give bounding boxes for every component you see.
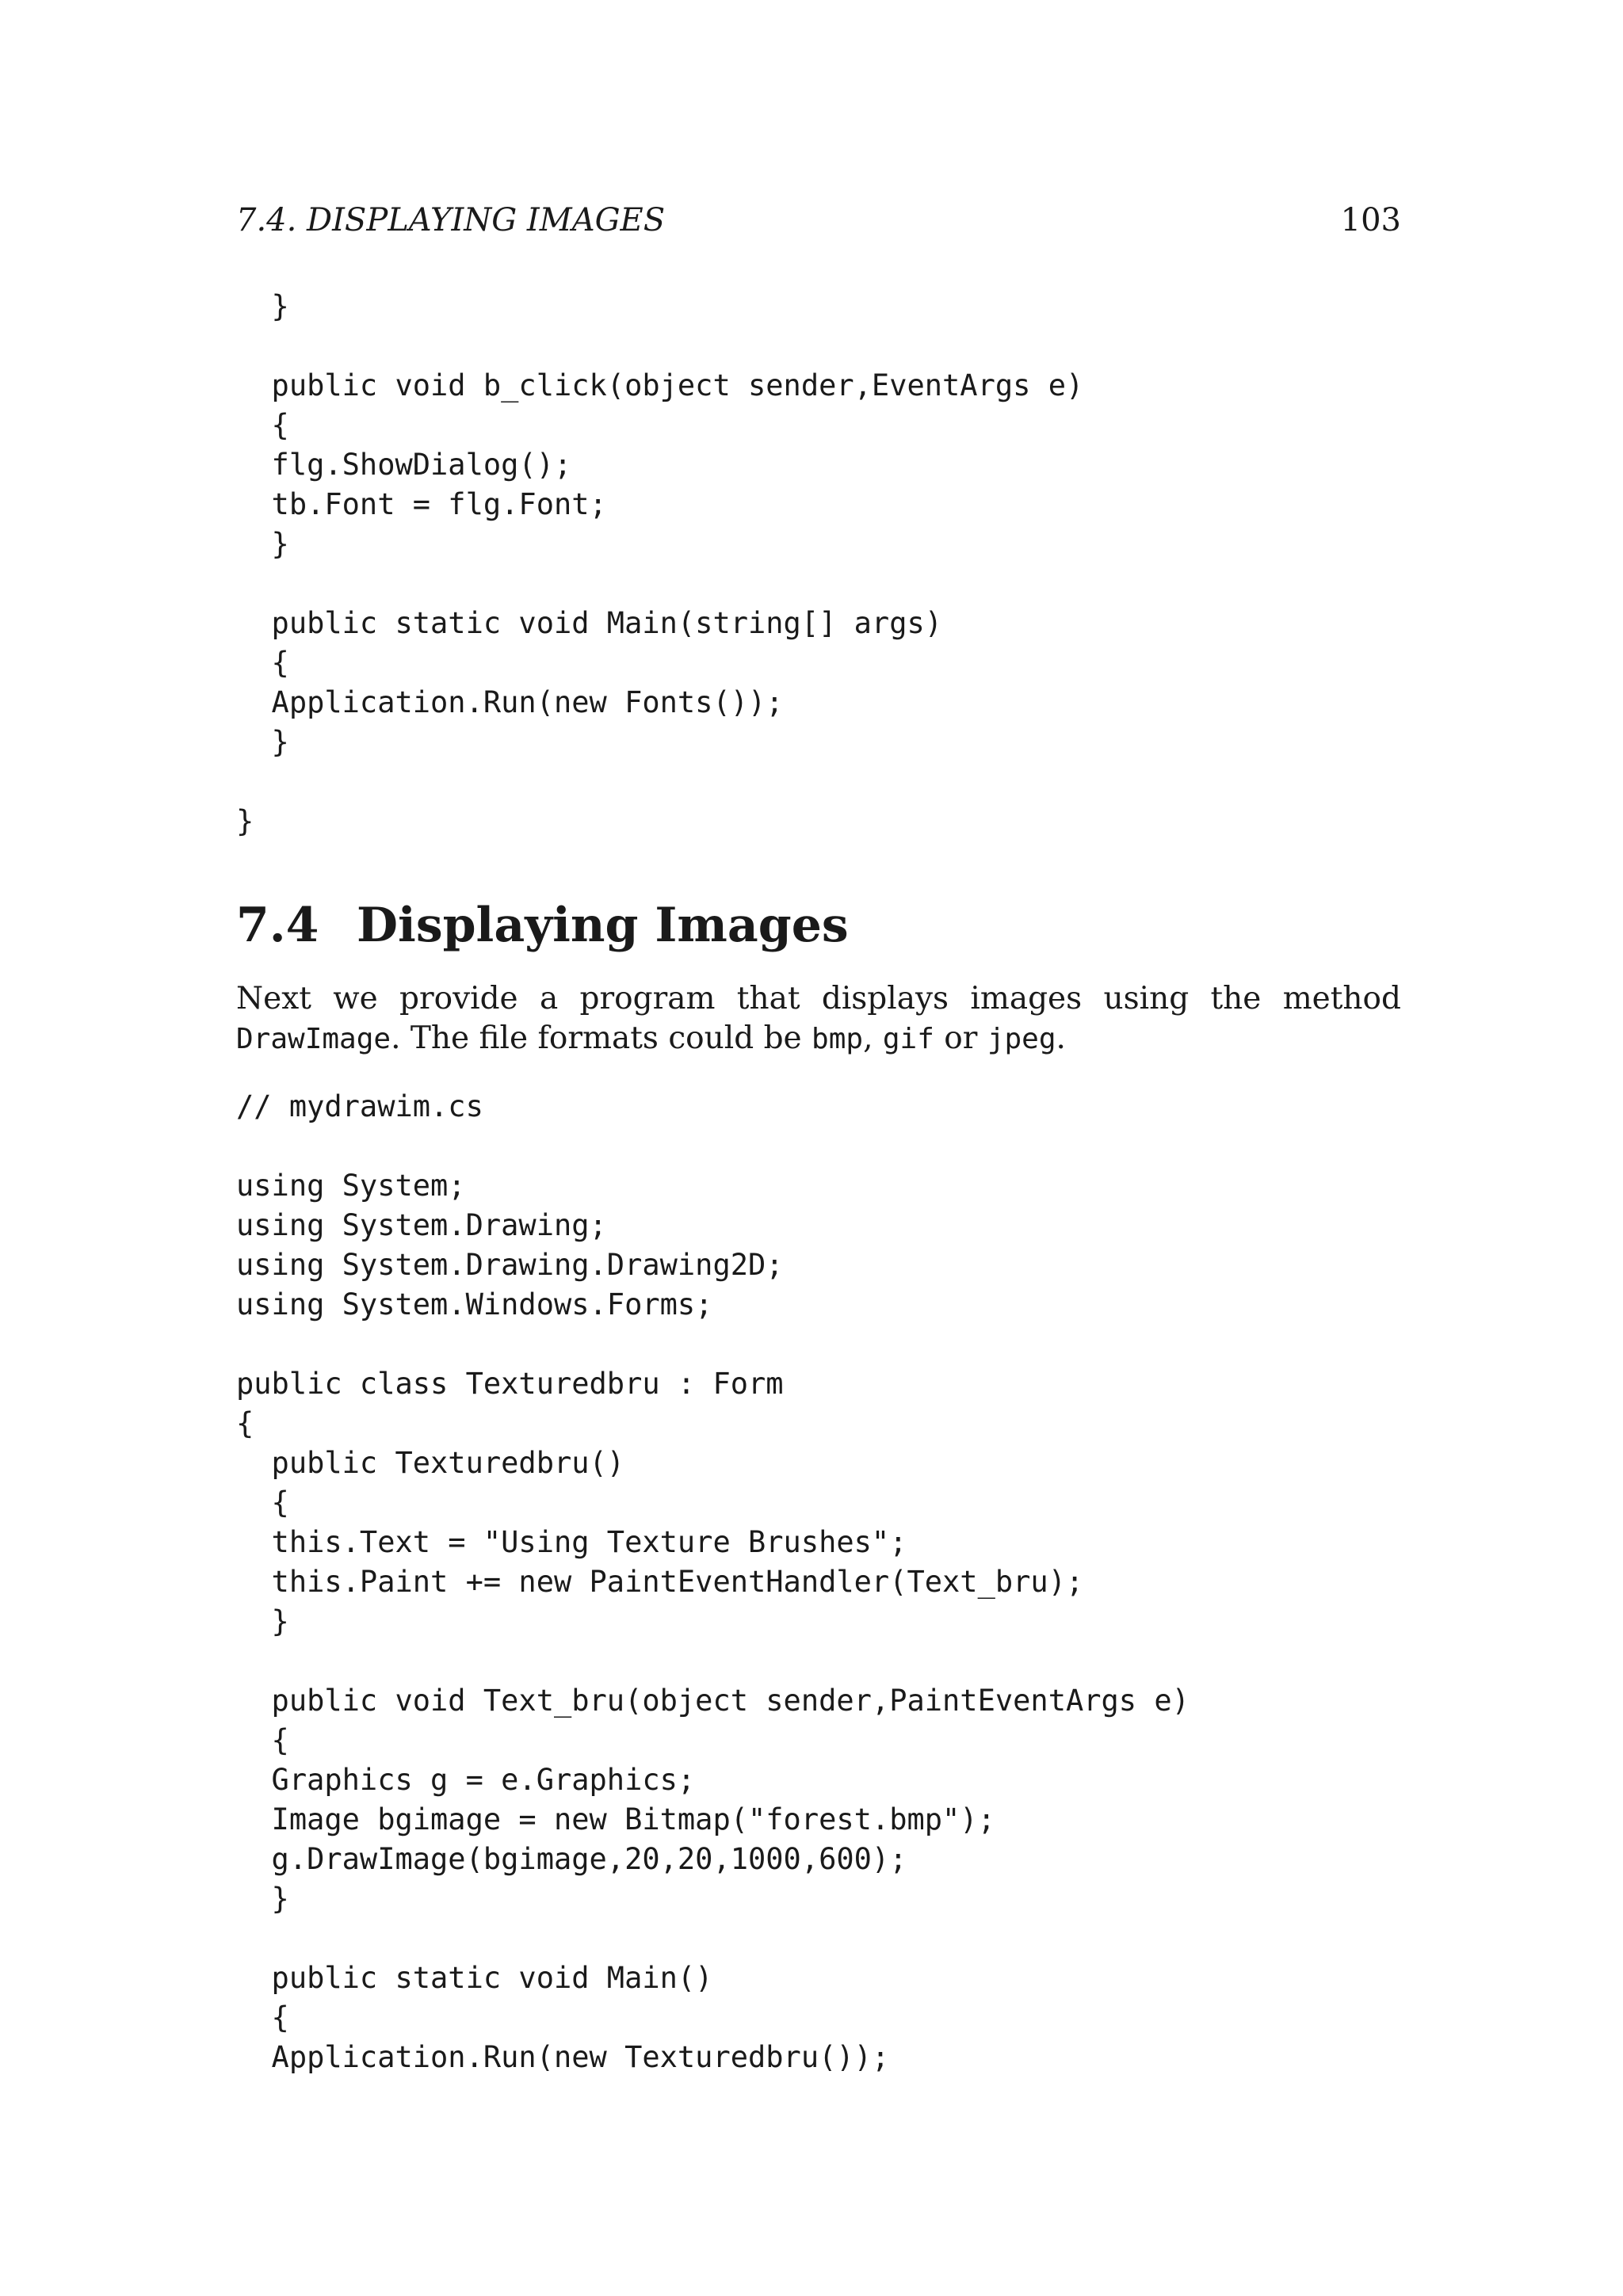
inline-code-bmp: bmp xyxy=(812,1023,864,1055)
paragraph-text: Next we provide a program that displays images using the method xyxy=(236,981,1401,1016)
running-header-chapter-title: 7.4. DISPLAYING IMAGES xyxy=(236,202,666,238)
body-paragraph xyxy=(236,979,1401,1059)
paragraph-text: . xyxy=(1056,1020,1066,1056)
section-number: 7.4 xyxy=(236,898,319,953)
inline-code-gif: gif xyxy=(882,1023,934,1055)
section-heading xyxy=(236,894,849,957)
paragraph-text: , xyxy=(863,1020,883,1056)
document-page xyxy=(236,0,1401,2296)
paragraph-text: . The file formats could be xyxy=(391,1020,812,1056)
paragraph-text: or xyxy=(934,1020,987,1056)
code-listing-mydrawim: // mydrawim.cs using System; using System.Drawing; using System.Drawing.Drawing2D; using System.Windows.Forms; public class Texturedbru : Form { public Texturedbru() { this.Text = "Using Texture Brushes"; this.Paint += new PaintEventHandler(Text_bru); } public void Text_bru(object sender,PaintEventArgs e) { Graphics g = e.Graphics; Image bgimage = new Bitmap("forest.bmp"); g.DrawImage(bgimage,20,20,1000,600); } public static void Main() { Application.Run(new Texturedbru()); xyxy=(236,1089,1190,2074)
running-header xyxy=(236,196,1401,244)
inline-code-drawimage: DrawImage xyxy=(236,1023,391,1055)
inline-code-jpeg: jpeg xyxy=(987,1023,1056,1055)
code-listing-continuation: } public void b_click(object sender,EventArgs e) { flg.ShowDialog(); tb.Font = flg.Font; } public static void Main(string[] args) { Application.Run(new Fonts()); } } xyxy=(236,289,1084,838)
section-title: Displaying Images xyxy=(357,898,849,953)
page-number: 103 xyxy=(1340,202,1401,238)
